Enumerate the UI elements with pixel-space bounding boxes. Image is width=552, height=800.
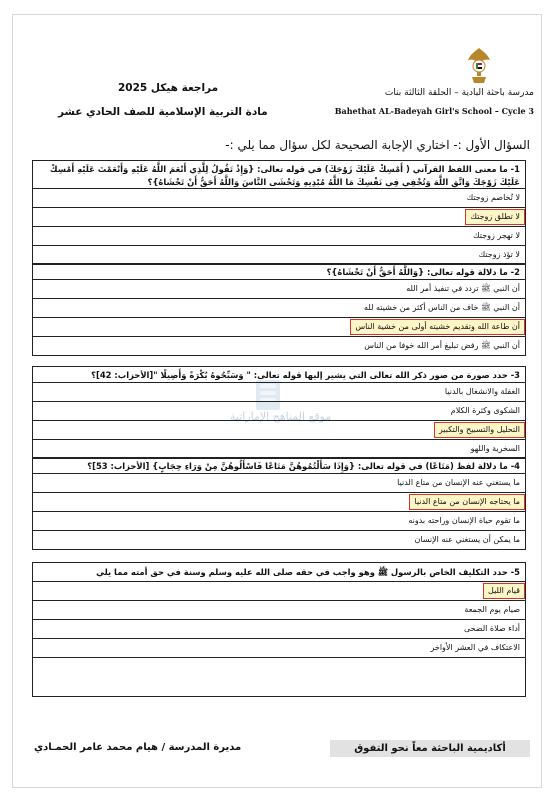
answer-option[interactable] <box>33 246 525 264</box>
answer-option[interactable] <box>33 227 525 246</box>
question-text: 5- حدد التكليف الخاص بالرسول ﷺ وهو واجب في حقه صلى الله عليه وسلم وسنة في حق أمته مما يلي <box>33 563 525 582</box>
academy-slogan: أكاديمية الباحثة معاً نحو التفوق <box>330 740 530 757</box>
answer-option[interactable] <box>33 639 525 658</box>
answer-option[interactable] <box>33 337 525 355</box>
question-text: 3- حدد صورة من صور ذكر الله تعالى التي يشير إليها قوله تعالى: " وَسَبِّحُوهُ بُكْرَةً وَأَصِيلًا "[الأحزاب: 42]؟ <box>33 367 525 383</box>
answer-option[interactable] <box>33 620 525 639</box>
uae-emblem-icon <box>464 46 494 86</box>
answer-option[interactable] <box>33 189 525 208</box>
option-label: أن النبي ﷺ خاف من الناس أكثر من خشيته لله <box>364 302 520 312</box>
option-label: الغفلة والانشغال بالدنيا <box>444 386 520 396</box>
option-label: أن طاعة الله وتقديم خشيته أولى من خشية الناس <box>350 319 525 335</box>
question-4 <box>32 457 526 550</box>
option-label: لا تُخاصم زوجتك <box>466 193 520 202</box>
school-name-english: Bahethat AL-Badeyah Girl's School – Cycle 3 <box>334 106 534 116</box>
question-text: 4- ما دلالة لفظ (مَتَاعًا) في قوله تعالى: {وَإِذَا سَأَلْتُمُوهُنَّ مَتَاعًا فَاسْأَلُوهُنَّ مِنْ وَرَاءِ حِجَابٍ} [الأحزاب: 53]؟ <box>33 458 525 474</box>
question-text: 2- ما دلالة قوله تعالى: {وَاللَّهُ أَحَقُّ أَنْ تَخْشَاهُ}؟ <box>33 264 525 280</box>
question-2 <box>32 263 526 356</box>
school-name-arabic: مدرسة باحثة البادية – الحلقة الثالثة بنات <box>384 88 534 98</box>
answer-option[interactable] <box>33 440 525 458</box>
option-label: لا تهجر زوجتك <box>473 231 520 240</box>
option-label: أن النبي ﷺ تردد في تنفيذ أمر الله <box>406 283 520 293</box>
option-label: أداء صلاة الضحى <box>463 624 520 633</box>
question-1 <box>32 160 526 265</box>
option-label: ما يمكن أن يستغني عنه الإنسان <box>414 534 520 544</box>
answer-option[interactable] <box>33 601 525 620</box>
subject-title: مادة التربية الإسلامية للصف الحادي عشر <box>58 106 268 118</box>
section-title: السؤال الأول :- اختاري الإجابة الصحيحة لكل سؤال مما يلي :- <box>225 138 530 152</box>
option-label: الشكوى وكثرة الكلام <box>450 405 520 415</box>
option-label: لا تؤذ زوجتك <box>478 250 520 259</box>
answer-option[interactable] <box>33 402 525 421</box>
option-label: السخرية واللهو <box>470 443 520 453</box>
answer-option[interactable] <box>33 383 525 402</box>
option-label: ما تقوم حياة الإنسان وراحته بدونه <box>408 515 520 525</box>
answer-option-selected[interactable] <box>33 582 525 601</box>
option-label: ما يستغني عنه الإنسان من متاع الدنيا <box>397 477 520 487</box>
answer-option-selected[interactable] <box>33 421 525 440</box>
answer-option[interactable] <box>33 512 525 531</box>
question-3 <box>32 366 526 459</box>
answer-option[interactable] <box>33 280 525 299</box>
blank-answer-space <box>33 658 525 696</box>
question-text: 1- ما معنى اللفظ القرآني ( أَمْسِكْ عَلَيْكَ زَوْجَكَ) في قوله تعالى: {وَإِذْ تَقُولُ لِلَّذِي أَنْعَمَ اللَّهُ عَلَيْهِ وَأَنْعَمْتَ عَلَيْهِ أَمْسِكْ عَلَيْكَ زَوْجَكَ وَاتَّقِ اللَّهَ وَتُخْفِي فِي نَفْسِكَ مَا اللَّهُ مُبْدِيهِ وَتَخْشَى النَّاسَ وَاللَّهُ أَحَقُّ أَنْ تَخْشَاهُ}؟ <box>33 161 525 189</box>
answer-option[interactable] <box>33 474 525 493</box>
option-label: الاعتكاف في العشر الأواخر <box>430 643 520 652</box>
question-5 <box>32 562 526 697</box>
option-label: لا تطلق زوجتك <box>465 209 525 225</box>
principal-signature-line: مديرة المدرسة / هيام محمد عامر الحمـادي <box>34 742 242 753</box>
option-label: التحليل والتسبيح والتكبير <box>434 422 525 438</box>
option-label: أن النبي ﷺ رفض تبليغ أمر الله خوفا من الناس <box>364 340 520 350</box>
watermark-text: موقع المناهج الإماراتية <box>230 410 332 423</box>
answer-option[interactable] <box>33 299 525 318</box>
answer-option-selected[interactable] <box>33 318 525 337</box>
answer-option[interactable] <box>33 531 525 549</box>
review-title: مراجعة هيكل 2025 <box>118 82 219 94</box>
option-label: صيام يوم الجمعة <box>464 605 520 614</box>
option-label: ما يحتاجه الإنسان من متاع الدنيا <box>409 494 525 510</box>
answer-option-selected[interactable] <box>33 208 525 227</box>
answer-option-selected[interactable] <box>33 493 525 512</box>
option-label: قيام الليل <box>483 583 525 599</box>
